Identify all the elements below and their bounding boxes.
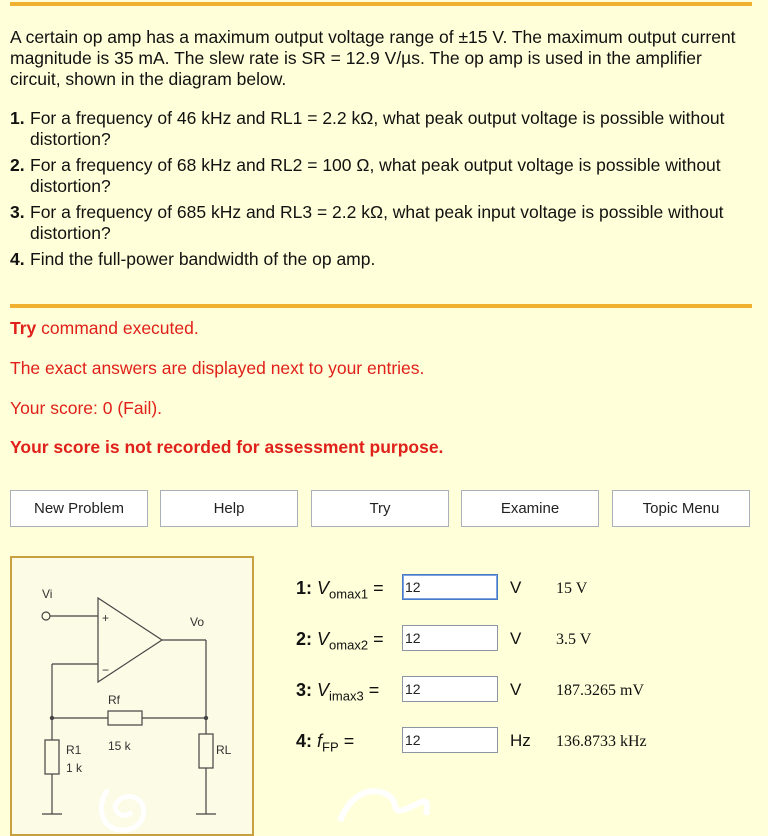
- input-terminal: [42, 612, 50, 620]
- question-number: 4.: [10, 249, 25, 269]
- question-2: [10, 155, 750, 197]
- answer-input-1[interactable]: [402, 574, 498, 600]
- middle-divider: [10, 304, 752, 308]
- answer-label: [296, 680, 379, 704]
- question-text: For a frequency of 685 kHz and RL3 = 2.2 kΩ, what peak input voltage is possible without distortion?: [30, 202, 724, 243]
- scribble-mark-2: [330, 775, 440, 825]
- answer-label: [296, 578, 384, 602]
- status-score: Your score: 0 (Fail).: [10, 398, 163, 418]
- status-executed: [10, 318, 199, 339]
- rf-resistor: [108, 711, 142, 725]
- answer-variable: V: [317, 629, 330, 649]
- equals-sign: =: [373, 578, 384, 598]
- exact-answer: 136.8733 kHz: [556, 733, 647, 750]
- help-button[interactable]: Help: [160, 490, 298, 527]
- status-exact-note: The exact answers are displayed next to your entries.: [10, 358, 425, 378]
- rl-resistor: [199, 734, 213, 768]
- answer-number: 2:: [296, 629, 313, 649]
- answer-variable: f: [317, 731, 323, 751]
- exact-answer: 187.3265 mV: [556, 682, 644, 699]
- answer-number: 4:: [296, 731, 313, 751]
- question-3: [10, 202, 750, 244]
- answer-input-2[interactable]: [402, 625, 498, 651]
- answer-input-4[interactable]: [402, 727, 498, 753]
- scribble-mark: [101, 790, 143, 830]
- answer-subscript: FP: [322, 739, 339, 755]
- answer-label: [296, 629, 384, 653]
- answer-variable: V: [317, 578, 330, 598]
- answer-unit: V: [510, 578, 522, 597]
- problem-statement: [10, 27, 745, 90]
- question-1: [10, 108, 750, 150]
- question-text: Find the full-power bandwidth of the op amp.: [30, 249, 376, 269]
- equals-sign: =: [343, 731, 355, 751]
- status-not-recorded: [10, 437, 443, 458]
- examine-button[interactable]: Examine: [461, 490, 599, 527]
- r1-value: 1 k: [66, 761, 83, 775]
- answer-subscript: omax1: [329, 586, 369, 602]
- topic-menu-button[interactable]: Topic Menu: [612, 490, 750, 527]
- top-divider: [10, 2, 752, 6]
- answer-unit: Hz: [510, 731, 531, 750]
- rf-label: Rf: [108, 693, 120, 707]
- problem-intro: A certain op amp has a maximum output voltage range of ±15 V. The maximum output current magnitude is 35 mA. The slew rate is SR = 12.9 V/µs. The op amp is used in the amplifier circuit, shown in the diagram below.: [10, 27, 736, 89]
- plus-sign: +: [102, 611, 110, 625]
- question-number: 3.: [10, 202, 25, 222]
- exact-answer: 15 V: [556, 580, 588, 597]
- vo-label: Vo: [190, 615, 205, 629]
- status-executed-text: command executed.: [36, 318, 199, 338]
- vi-label: Vi: [42, 587, 53, 601]
- answer-variable: V: [317, 680, 330, 700]
- status-not-recorded-text: Your score is not recorded for assessment purpose.: [10, 437, 444, 457]
- r1-resistor: [45, 740, 59, 774]
- circuit-diagram: [10, 556, 254, 836]
- question-number: 2.: [10, 155, 25, 175]
- circuit-schematic: [12, 558, 252, 834]
- try-button[interactable]: Try: [311, 490, 449, 527]
- answer-label: [296, 731, 354, 755]
- new-problem-button[interactable]: New Problem: [10, 490, 148, 527]
- r1-label: R1: [66, 743, 82, 757]
- exact-answer: 3.5 V: [556, 631, 592, 648]
- answer-subscript: omax2: [329, 637, 369, 653]
- answer-subscript: imax3: [329, 688, 364, 704]
- equals-sign: =: [368, 680, 380, 700]
- rl-label: RL: [216, 743, 232, 757]
- question-number: 1.: [10, 108, 25, 128]
- answer-unit: V: [510, 629, 522, 648]
- minus-sign: −: [102, 663, 110, 677]
- question-4: [10, 249, 750, 270]
- question-text: For a frequency of 46 kHz and RL1 = 2.2 kΩ, what peak output voltage is possible without distortion?: [30, 108, 725, 149]
- equals-sign: =: [373, 629, 384, 649]
- question-text: For a frequency of 68 kHz and RL2 = 100 Ω, what peak output voltage is possible without distortion?: [30, 155, 721, 196]
- answer-unit: V: [510, 680, 522, 699]
- answer-input-3[interactable]: [402, 676, 498, 702]
- question-list: [10, 108, 750, 275]
- rf-value: 15 k: [108, 739, 131, 753]
- answer-number: 3:: [296, 680, 313, 700]
- answer-number: 1:: [296, 578, 313, 598]
- status-try-word: Try: [10, 318, 37, 338]
